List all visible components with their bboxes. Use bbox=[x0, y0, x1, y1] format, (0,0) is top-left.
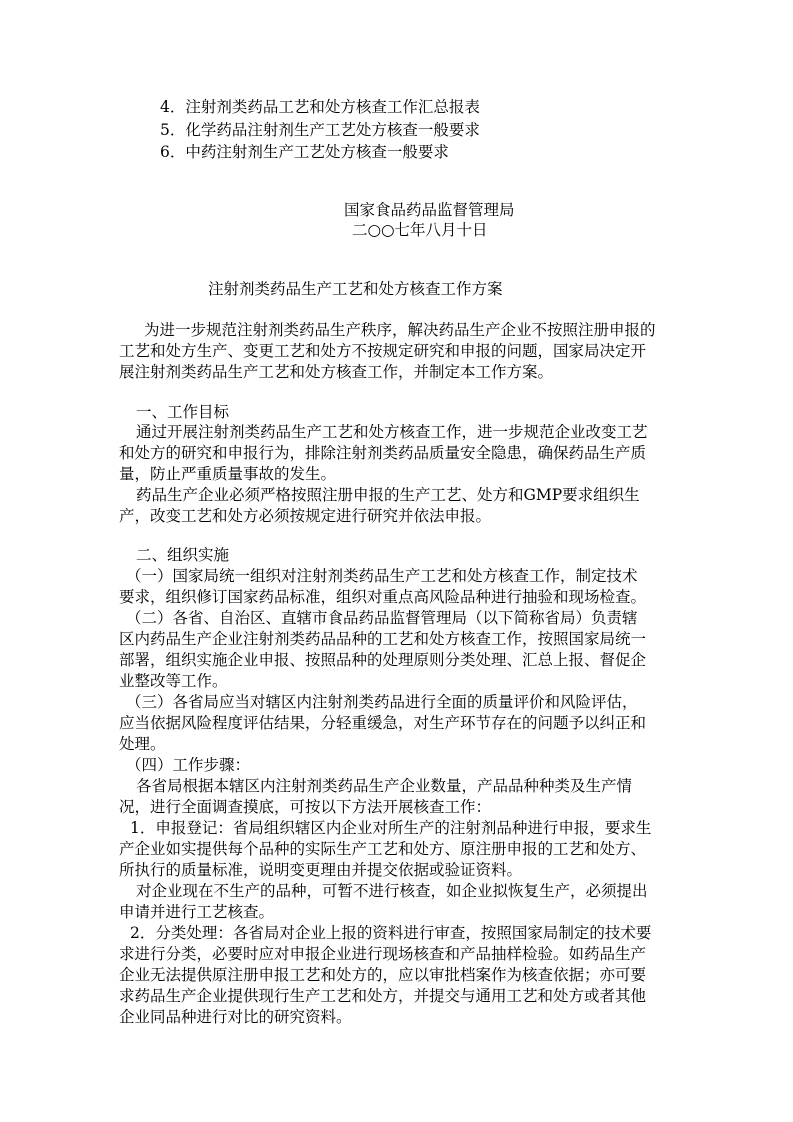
paragraph-line: 求药品生产企业提供现行生产工艺和处方，并提交与通用工艺和处方或者其他 bbox=[119, 987, 647, 1005]
paragraph-line: 1．申报登记：省局组织辖区内企业对所生产的注射剂品种进行申报，要求生 bbox=[130, 819, 652, 837]
paragraph-line: 药品生产企业必须严格按照注册申报的生产工艺、处方和GMP要求组织生 bbox=[136, 486, 640, 504]
paragraph-line: 处理。 bbox=[119, 735, 166, 753]
attachment-item-4: 4．注射剂类药品工艺和处方核查工作汇总报表 bbox=[160, 98, 480, 116]
document-title: 注射剂类药品生产工艺和处方核查工作方案 bbox=[208, 280, 503, 298]
paragraph-line: 业整改等工作。 bbox=[119, 672, 228, 690]
paragraph-line: 应当依据风险程度评估结果，分轻重缓急，对生产环节存在的问题予以纠正和 bbox=[119, 714, 647, 732]
section-heading-implementation: 二、组织实施 bbox=[136, 546, 230, 564]
paragraph-line: 要求，组织修订国家药品标准，组织对重点高风险品种进行抽验和现场检查。 bbox=[119, 588, 647, 606]
paragraph-line: 所执行的质量标准，说明变更理由并提交依据或验证资料。 bbox=[119, 861, 523, 879]
attachment-item-6: 6．中药注射剂生产工艺处方核查一般要求 bbox=[160, 143, 449, 161]
paragraph-line: 部署，组织实施企业申报、按照品种的处理原则分类处理、汇总上报、督促企 bbox=[119, 651, 647, 669]
paragraph-line: 申请并进行工艺核查。 bbox=[119, 903, 275, 921]
paragraph-line: 产企业如实提供每个品种的实际生产工艺和处方、原注册申报的工艺和处方、 bbox=[119, 840, 647, 858]
intro-line: 展注射剂类药品生产工艺和处方核查工作，并制定本工作方案。 bbox=[119, 363, 554, 381]
section-heading-goals: 一、工作目标 bbox=[136, 403, 230, 421]
issuing-agency: 国家食品药品监督管理局 bbox=[344, 201, 515, 219]
paragraph-line: 产，改变工艺和处方必须按规定进行研究并依法申报。 bbox=[119, 507, 492, 525]
intro-line: 为进一步规范注射剂类药品生产秩序，解决药品生产企业不按照注册申报的 bbox=[144, 321, 656, 339]
paragraph-line: 各省局根据本辖区内注射剂类药品生产企业数量，产品品种种类及生产情 bbox=[136, 777, 633, 795]
paragraph-line: 况，进行全面调查摸底，可按以下方法开展核查工作： bbox=[119, 798, 492, 816]
paragraph-line: 量，防止严重质量事故的发生。 bbox=[119, 465, 337, 483]
paragraph-line: 对企业现在不生产的品种，可暂不进行核查，如企业拟恢复生产，必须提出 bbox=[136, 882, 648, 900]
paragraph-line: 企业同品种进行对比的研究资料。 bbox=[119, 1008, 352, 1026]
paragraph-line: 区内药品生产企业注射剂类药品品种的工艺和处方核查工作，按照国家局统一 bbox=[119, 630, 647, 648]
paragraph-line: （一）国家局统一组织对注射剂类药品生产工艺和处方核查工作，制定技术 bbox=[126, 567, 638, 585]
paragraph-line: （二）各省、自治区、直辖市食品药品监督管理局（以下简称省局）负责辖 bbox=[126, 609, 638, 627]
paragraph-line: 2．分类处理：各省局对企业上报的资料进行审查，按照国家局制定的技术要 bbox=[130, 924, 652, 942]
attachment-item-5: 5．化学药品注射剂生产工艺处方核查一般要求 bbox=[160, 121, 480, 139]
paragraph-line: （四）工作步骤： bbox=[126, 756, 251, 774]
paragraph-line: 求进行分类，必要时应对申报企业进行现场核查和产品抽样检验。如药品生产 bbox=[119, 945, 647, 963]
paragraph-line: 企业无法提供原注册申报工艺和处方的，应以审批档案作为核查依据；亦可要 bbox=[119, 966, 647, 984]
paragraph-line: 和处方的研究和申报行为，排除注射剂类药品质量安全隐患，确保药品生产质 bbox=[119, 444, 647, 462]
paragraph-line: 通过开展注射剂类药品生产工艺和处方核查工作，进一步规范企业改变工艺 bbox=[136, 423, 648, 441]
paragraph-line: （三）各省局应当对辖区内注射剂类药品进行全面的质量评价和风险评估， bbox=[126, 693, 638, 711]
issue-date: 二○○七年八月十日 bbox=[352, 221, 488, 239]
intro-line: 工艺和处方生产、变更工艺和处方不按规定研究和申报的问题，国家局决定开 bbox=[119, 342, 647, 360]
